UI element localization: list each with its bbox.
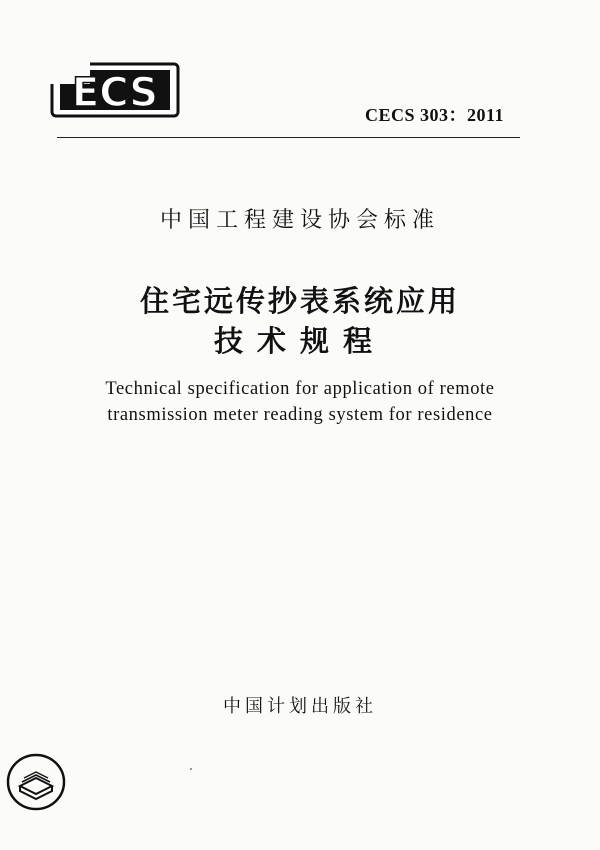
- standard-number: CECS 303：2011: [364, 105, 504, 125]
- header-divider: [57, 137, 520, 138]
- title-en-line1: Technical specification for application of remote: [105, 379, 495, 399]
- title-cn-line1: 住宅远传抄表系统应用: [139, 284, 460, 318]
- publisher-name: 中国计划出版社: [223, 696, 377, 717]
- speck: [190, 768, 192, 770]
- title-en-line2: transmission meter reading system for residence: [107, 405, 493, 425]
- ecs-logo-text: ECS: [71, 70, 159, 116]
- title-cn-line2: 技术规程: [213, 324, 386, 358]
- book-emblem-icon: [2, 750, 66, 812]
- association-name: 中国工程建设协会标准: [159, 208, 440, 233]
- ecs-logo: [50, 58, 180, 120]
